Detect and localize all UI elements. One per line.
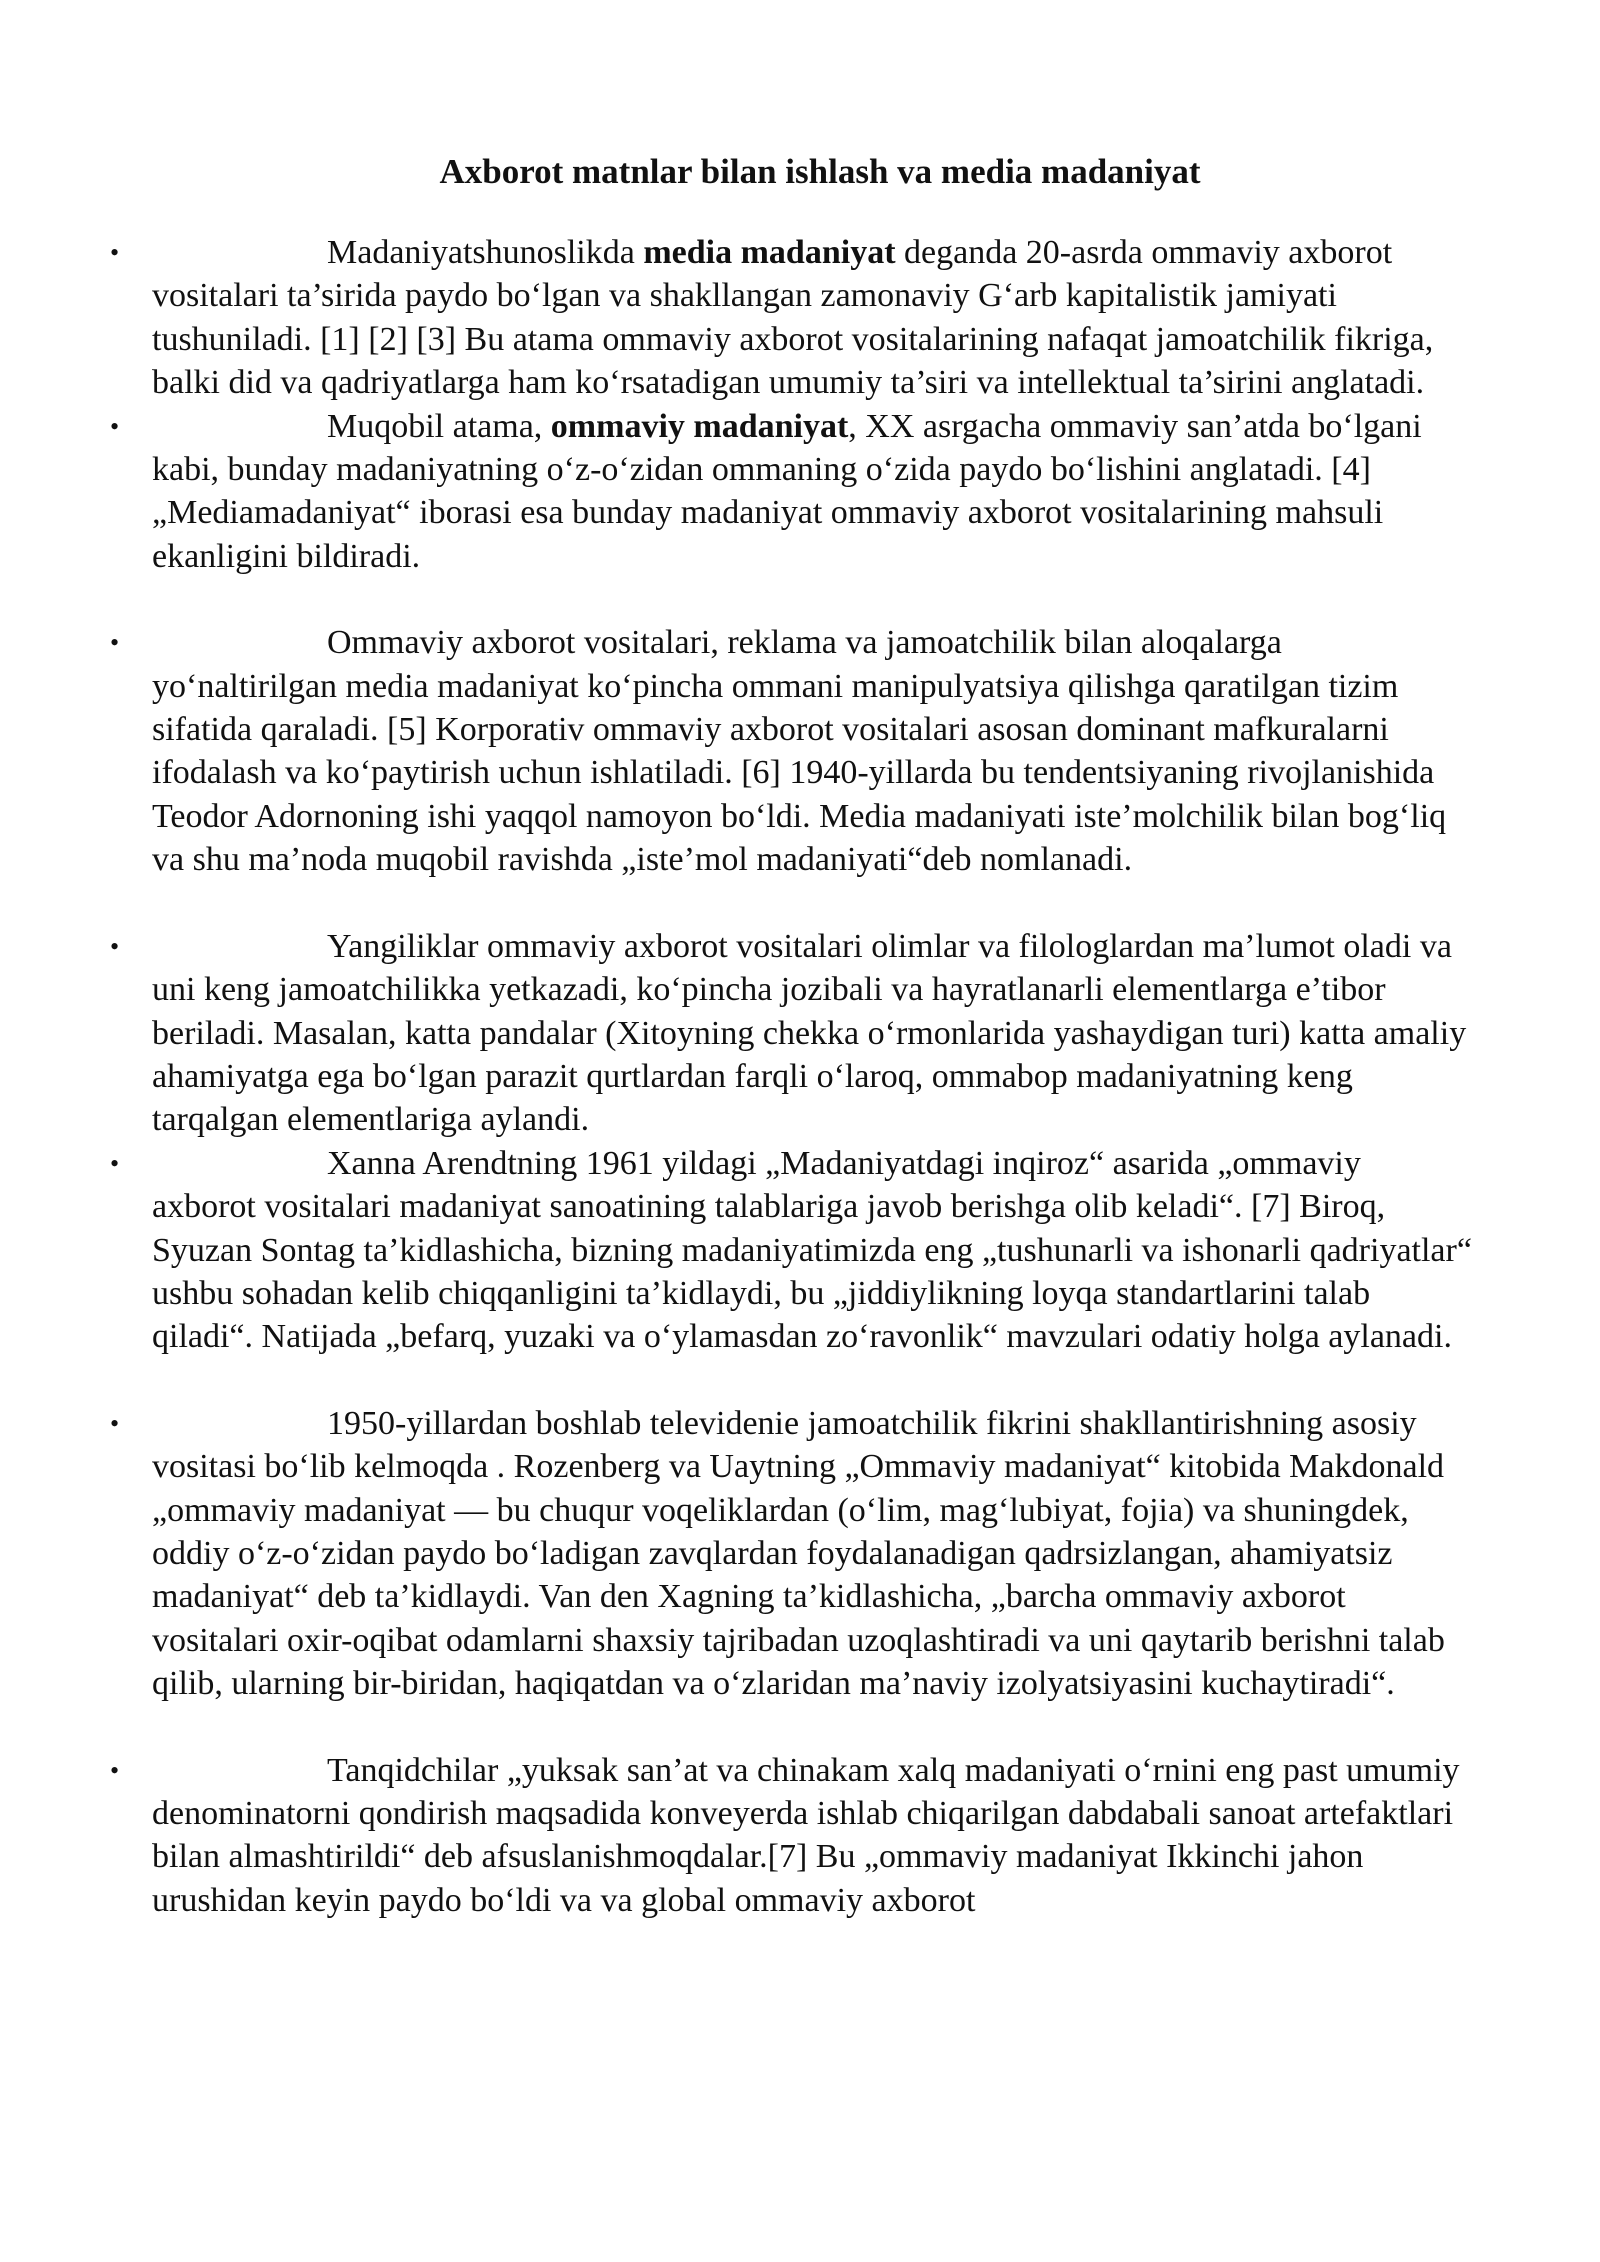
document-title: Axborot matnlar bilan ishlash va media madaniyat: [439, 152, 1201, 191]
list-item-media-madaniyat: [110, 231, 1472, 405]
bullet-icon: •: [110, 1408, 120, 1438]
paragraph-text: Yangiliklar ommaviy axborot vositalari olimlar va filologlardan ma’lumot oladi va uni keng jamoatchilikka yetkazadi, ko‘pincha jozibali va hayratlanarli elementlarga e’tibor beriladi. Masalan, katta pandalar (Xitoyning chekka o‘rmonlarida yashaydigan turi) katta amaliy ahamiyatga ega bo‘lgan parazit qurtlardan farqli o‘laroq, ommabop madaniyatning keng tarqalgan elementlariga aylandi.: [152, 927, 1467, 1139]
paragraph-text: deganda 20-asrda ommaviy axborot vositalari ta’sirida paydo bo‘lgan va shakllangan zamonaviy G‘arb kapitalistik jamiyati tushuniladi. [1] [2] [3] Bu atama ommaviy axborot vositalarining nafaqat jamoatchilik fikriga, balki did va qadriyatlarga ham ko‘rsatadigan umumiy ta’siri va intellektual ta’sirini anglatadi.: [152, 234, 1434, 402]
list-item-tanqidchilar: [110, 1749, 1472, 1923]
bullet-icon: •: [110, 628, 120, 658]
bullet-icon: •: [110, 411, 120, 441]
bullet-icon: •: [110, 1755, 120, 1785]
bullet-icon: •: [110, 1148, 120, 1178]
paragraph-text: 1950-yillardan boshlab televidenie jamoatchilik fikrini shakllantirishning asosiy vositasi bo‘lib kelmoqda . Rozenberg va Uaytning „Ommaviy madaniyat“ kitobida Makdonald „ommaviy madaniyat — bu chuqur voqeliklardan (o‘lim, mag‘lubiyat, fojia) va shuningdek, oddiy o‘z-o‘zidan paydo bo‘ladigan zavqlardan foydalanadigan qadrsizlangan, ahamiyatsiz madaniyat“ deb ta’kidlaydi. Van den Xagning ta’kidlashicha, „barcha ommaviy axborot vositalari oxir-oqibat odamlarni shaxsiy tajribadan uzoqlashtiradi va uni qaytarib berishni talab qilib, ularning bir-biridan, haqiqatdan va o‘zlaridan ma’naviy izolyatsiyasini kuchaytiradi“.: [152, 1404, 1445, 1703]
paragraph-list: [110, 231, 1472, 1922]
paragraph-text: Muqobil atama,: [327, 407, 551, 445]
paragraph-text: , XX asrgacha ommaviy san’atda bo‘lgani kabi, bunday madaniyatning o‘z-o‘zidan ommaning o‘zida paydo bo‘lishini anglatadi. [4] „Mediamadaniyat“ iborasi esa bunday madaniyat ommaviy axborot vositalarining mahsuli ekanligini bildiradi.: [152, 407, 1422, 575]
list-item-yangiliklar: [110, 925, 1472, 1142]
bullet-icon: •: [110, 931, 120, 961]
paragraph-text: Madaniyatshunoslikda: [327, 234, 644, 271]
paragraph-text: Tanqidchilar „yuksak san’at va chinakam xalq madaniyati o‘rnini eng past umumiy denominatorni qondirish maqsadida konveyerda ishlab chiqarilgan dabdabali sanoat artefaktlari bilan almashtirildi“ deb afsuslanishmoqdalar.[7] Bu „ommaviy madaniyat Ikkinchi jahon urushidan keyin paydo bo‘ldi va va global ommaviy axborot: [152, 1751, 1460, 1919]
list-item-manipulyatsiya: [110, 621, 1472, 881]
bullet-icon: •: [110, 238, 120, 267]
bold-term: ommaviy madaniyat: [550, 407, 849, 445]
bold-term: media madaniyat: [643, 234, 896, 271]
paragraph-text: Ommaviy axborot vositalari, reklama va jamoatchilik bilan aloqalarga yo‘naltirilgan media madaniyat ko‘pincha ommani manipulyatsiya qilishga qaratilgan tizim sifatida qaraladi. [5] Korporativ ommaviy axborot vositalari asosan dominant mafkuralarni ifodalash va ko‘paytirish uchun ishlatiladi. [6] 1940-yillarda bu tendentsiyaning rivojlanishida Teodor Adornoning ishi yaqqol namoyon bo‘ldi. Media madaniyati iste’molchilik bilan bog‘liq va shu ma’noda muqobil ravishda „iste’mol madaniyati“deb nomlanadi.: [152, 624, 1447, 879]
list-item-ommaviy-madaniyat: [110, 405, 1472, 579]
list-item-televidenie: [110, 1402, 1472, 1706]
paragraph-text: Xanna Arendtning 1961 yildagi „Madaniyatdagi inqiroz“ asarida „ommaviy axborot vositalari madaniyat sanoatining talablariga javob berishga olib keladi“. [7] Biroq, Syuzan Sontag ta’kidlashicha, bizning madaniyatimizda eng „tushunarli va ishonarli qadriyatlar“ ushbu sohadan kelib chiqqanligini ta’kidlaydi, bu „jiddiylikning loyqa standartlarini talab qiladi“. Natijada „befarq, yuzaki va o‘ylamasdan zo‘ravonlik“ mavzulari odatiy holga aylanadi.: [152, 1144, 1472, 1356]
list-item-arendt: [110, 1142, 1472, 1359]
